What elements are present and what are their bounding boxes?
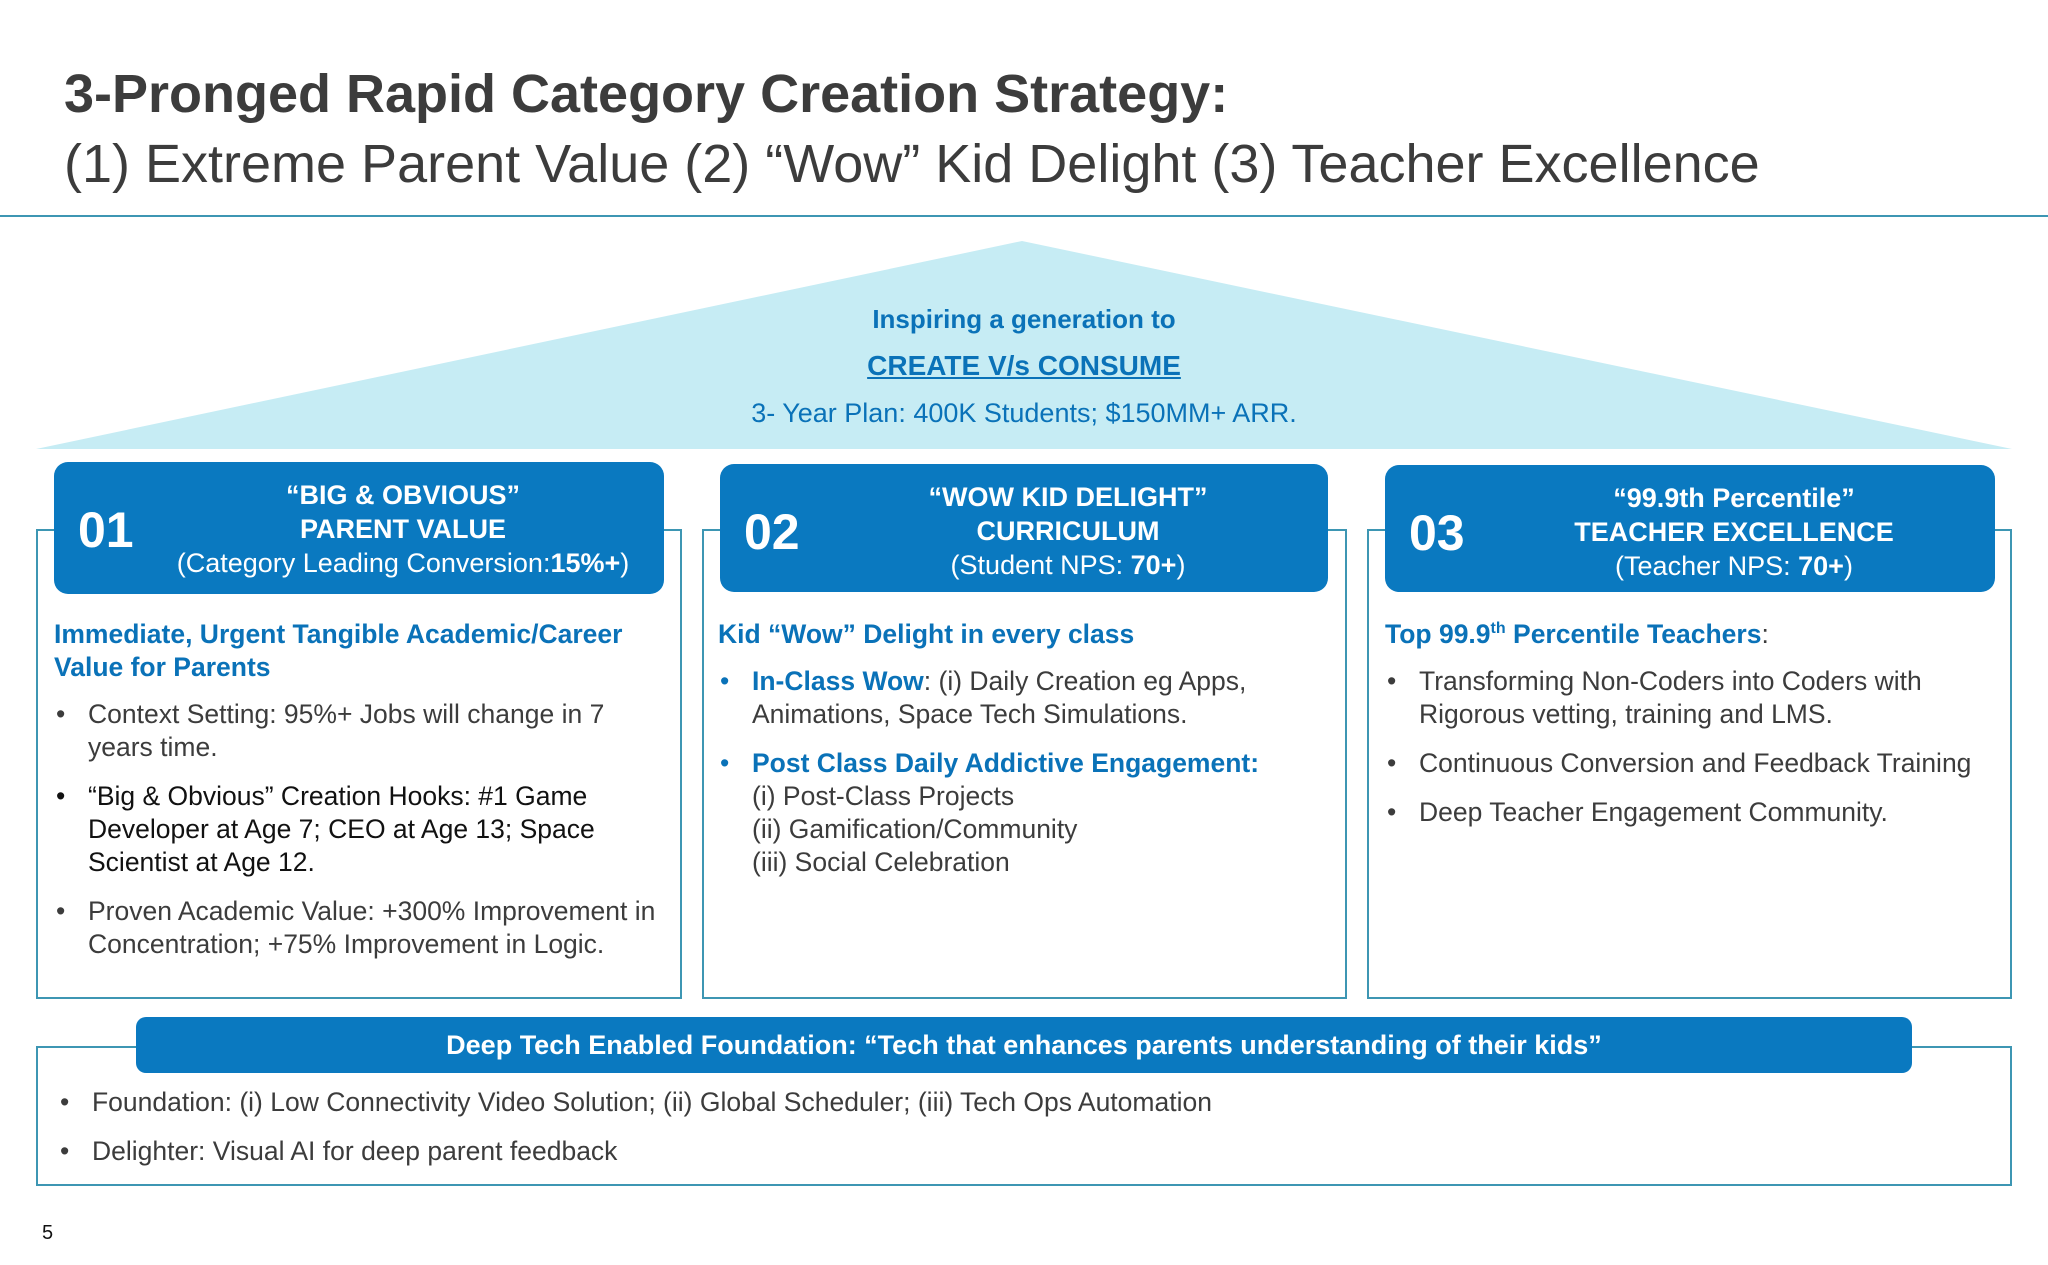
page-number: 5 [42, 1222, 54, 1244]
roof-plan: 3- Year Plan: 400K Students; $150MM+ ARR. [751, 398, 1297, 428]
pillar-2-bullet [718, 665, 1333, 731]
pillar-3-head-line-2: TEACHER EXCELLENCE [1574, 517, 1894, 547]
pillar-1-header [54, 462, 664, 594]
pillar-3-number: 03 [1409, 505, 1465, 561]
pillar-2-head-line-1: “WOW KID DELIGHT” [928, 482, 1208, 512]
pillar-1-bullet: • Context Setting: 95%+ Jobs will change in 7 years time. [54, 698, 674, 764]
pillar-1-metric [152, 546, 654, 580]
foundation-bullets [58, 1086, 1212, 1184]
pillar-1-head-line-1: “BIG & OBVIOUS” [285, 480, 521, 510]
pillar-1-lead: Immediate, Urgent Tangible Academic/Career Value for Parents [54, 619, 623, 682]
pillar-2-bullets [718, 665, 1333, 879]
pillar-1-number: 01 [78, 502, 134, 558]
pillar-3-bullet: • Deep Teacher Engagement Community. [1385, 796, 2000, 829]
pillar-1-bullet: • “Big & Obvious” Creation Hooks: #1 Game Developer at Age 7; CEO at Age 13; Space Scientist at Age 12. [54, 780, 674, 879]
pillar-3-body [1385, 618, 2000, 845]
pillar-3-heading [1483, 481, 1985, 583]
pillar-2-bullet [718, 747, 1333, 879]
pillar-1-bullets [54, 698, 674, 961]
pillar-3-lead-text-2: Percentile Teachers [1505, 619, 1762, 649]
roof-tagline: Inspiring a generation to [872, 304, 1176, 334]
roof-triangle [0, 0, 2048, 460]
title-line-2: (1) Extreme Parent Value (2) “Wow” Kid Delight (3) Teacher Excellence [64, 134, 1760, 194]
roof-headline: CREATE V/s CONSUME [867, 350, 1181, 381]
pillar-2-lead: Kid “Wow” Delight in every class [718, 619, 1135, 649]
pillar-2-metric-label: (Student NPS: [950, 550, 1131, 580]
pillar-2-metric-value: 70+ [1130, 550, 1177, 580]
pillar-3-metric-label: (Teacher NPS: [1615, 551, 1799, 581]
pillar-2-header [720, 464, 1328, 592]
pillar-3-bullets [1385, 665, 2000, 829]
pillar-1-head-line-2: PARENT VALUE [299, 514, 506, 544]
pillar-1-metric-label: (Category Leading Conversion: [176, 548, 551, 578]
pillar-3-metric-value: 70+ [1798, 551, 1844, 581]
pillar-3-bullet: • Transforming Non-Coders into Coders with Rigorous vetting, training and LMS. [1385, 665, 2000, 731]
pillar-2-body [718, 618, 1333, 895]
post-class-item: (ii) Gamification/Community [752, 814, 1078, 844]
foundation-bullet: • Foundation: (i) Low Connectivity Video Solution; (ii) Global Scheduler; (iii) Tech Ops Automation [58, 1086, 1212, 1119]
pillar-3-lead-text: Top 99.9 [1385, 619, 1491, 649]
pillar-3-head-line-1: “99.9th Percentile” [1613, 483, 1855, 513]
pillar-2-metric [818, 548, 1318, 582]
pillar-3-lead [1385, 618, 2000, 651]
foundation-title: Deep Tech Enabled Foundation: “Tech that enhances parents understanding of their kids” [136, 1017, 1912, 1073]
pillar-1-bullet: • Proven Academic Value: +300% Improvement in Concentration; +75% Improvement in Logic. [54, 895, 674, 961]
title-line-1: 3-Pronged Rapid Category Creation Strategy: [64, 64, 1229, 124]
pillar-2-head-line-2: CURRICULUM [976, 516, 1160, 546]
pillar-1-body [54, 618, 674, 977]
pillar-1-metric-value: 15%+ [550, 548, 621, 578]
pillar-2-heading [818, 480, 1318, 582]
in-class-wow-label: In-Class Wow [752, 666, 924, 696]
pillar-2-metric-close: ) [1176, 550, 1186, 580]
pillar-2-number: 02 [744, 504, 800, 560]
pillar-3-lead-colon: : [1761, 619, 1769, 649]
pillar-1-metric-close: ) [620, 548, 630, 578]
in-class-wow-text: : (i) Daily Creation eg Apps, Animations, Space Tech Simulations. [752, 666, 1247, 729]
post-class-label: • Post Class Daily Addictive Engagement: [752, 748, 1260, 778]
pillar-3-bullet: • Continuous Conversion and Feedback Training [1385, 747, 2000, 780]
pillar-3-header [1385, 465, 1995, 592]
pillar-3-lead-sup: th [1490, 620, 1506, 638]
pillar-1-heading [152, 478, 654, 580]
pillar-3-metric [1483, 549, 1985, 583]
foundation-bullet: • Delighter: Visual AI for deep parent feedback [58, 1135, 1212, 1168]
post-class-item: (iii) Social Celebration [752, 847, 1010, 877]
pillar-3-metric-close: ) [1843, 551, 1853, 581]
post-class-item: (i) Post-Class Projects [752, 781, 1015, 811]
